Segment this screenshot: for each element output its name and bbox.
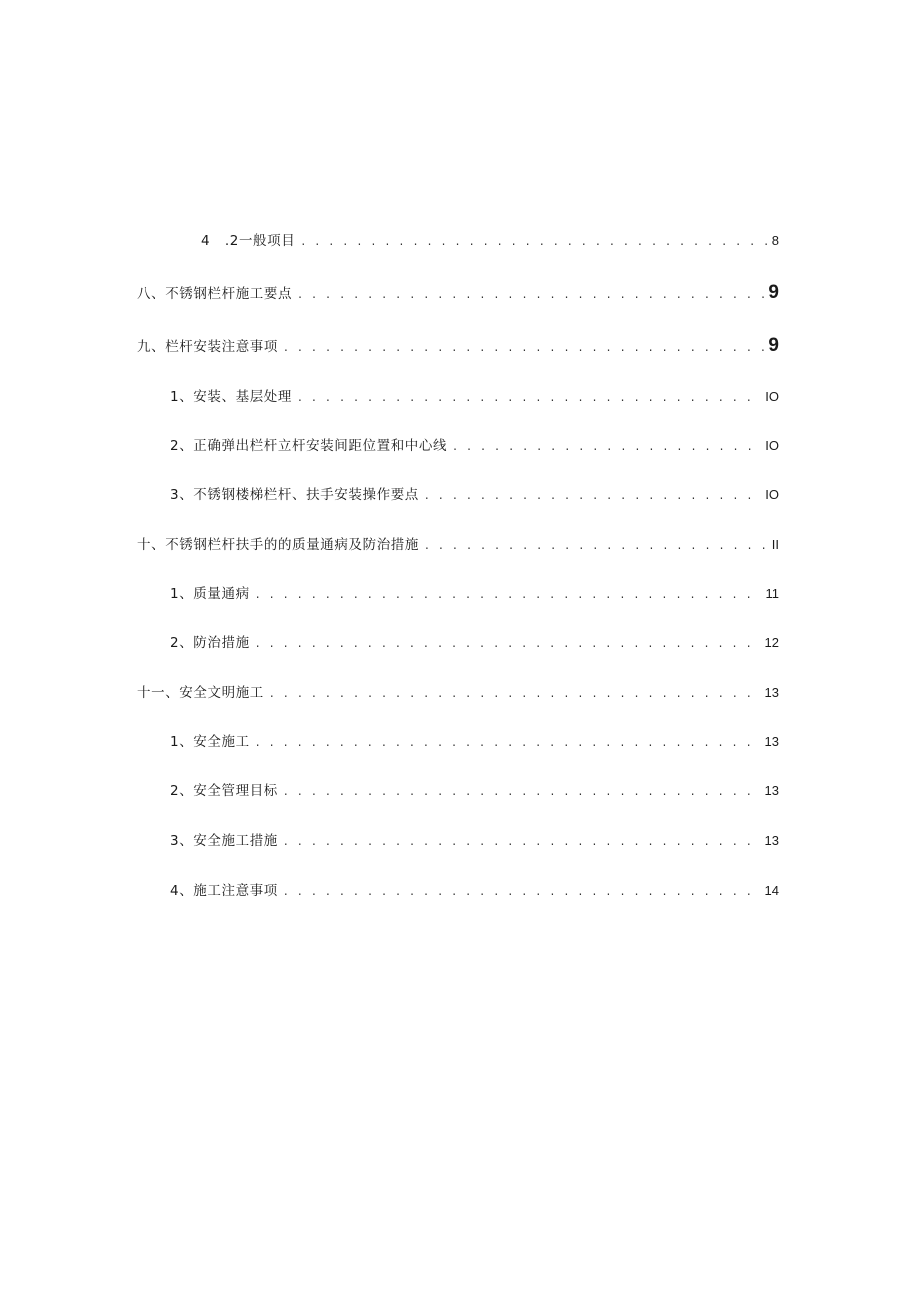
toc-entry-title: 2、正确弹出栏杆立杆安装间距位置和中心线 <box>170 438 448 454</box>
toc-entry-title: 1、质量通病 <box>170 586 250 602</box>
toc-entry-9-2[interactable] <box>170 437 779 455</box>
toc-entry-10-2[interactable] <box>170 634 779 652</box>
toc-leader-dots <box>284 882 761 900</box>
toc-entry-title: 1、安装、基层处理 <box>170 389 292 405</box>
toc-page-number: IO <box>765 487 779 502</box>
toc-leader-dots <box>256 634 761 652</box>
toc-leader-dots <box>284 832 761 850</box>
toc-entry-11-3[interactable] <box>170 832 779 850</box>
toc-entry-section-8[interactable] <box>137 284 779 302</box>
toc-entry-4-2[interactable] <box>201 232 779 250</box>
toc-leader-dots <box>298 388 761 406</box>
toc-page-number: 9 <box>768 335 779 356</box>
toc-entry-title: 4、施工注意事项 <box>170 883 278 899</box>
toc-page-number: 14 <box>764 883 779 898</box>
toc-entry-title: 1、安全施工 <box>170 734 250 750</box>
toc-page-number: 13 <box>764 685 779 700</box>
toc-entry-title: 八、不锈钢栏杆施工要点 <box>137 286 293 302</box>
toc-leader-dots <box>284 338 764 356</box>
toc-leader-dots <box>270 684 761 702</box>
toc-entry-9-1[interactable] <box>170 388 779 406</box>
toc-entry-title: 3、安全施工措施 <box>170 833 278 849</box>
toc-page-number: 13 <box>764 783 779 798</box>
toc-entry-title: 2、安全管理目标 <box>170 783 278 799</box>
toc-entry-10-1[interactable] <box>170 585 779 603</box>
toc-leader-dots <box>301 232 767 250</box>
toc-entry-title: 2、防治措施 <box>170 635 250 651</box>
toc-page-number: IO <box>765 389 779 404</box>
toc-entry-title: 九、栏杆安装注意事项 <box>137 339 278 355</box>
toc-entry-11-2[interactable] <box>170 782 779 800</box>
toc-entry-title: 3、不锈钢楼梯栏杆、扶手安装操作要点 <box>170 487 419 503</box>
toc-entry-title: 十一、安全文明施工 <box>137 685 264 701</box>
toc-page-number: II <box>771 537 779 552</box>
toc-leader-dots <box>453 437 761 455</box>
toc-entry-section-11[interactable] <box>137 684 779 702</box>
toc-entry-11-4[interactable] <box>170 882 779 900</box>
toc-leader-dots <box>256 585 762 603</box>
toc-leader-dots <box>256 733 761 751</box>
toc-leader-dots <box>425 536 768 554</box>
toc-entry-11-1[interactable] <box>170 733 779 751</box>
toc-page-number: 12 <box>764 635 779 650</box>
toc-page-number: 13 <box>764 734 779 749</box>
toc-leader-dots <box>298 285 764 303</box>
toc-page-number: 8 <box>771 233 779 248</box>
toc-entry-section-9[interactable] <box>137 337 779 355</box>
toc-page-number: 9 <box>768 282 779 303</box>
toc-entry-section-10[interactable] <box>137 536 779 554</box>
toc-page-number: 11 <box>765 586 779 601</box>
toc-leader-dots <box>425 486 761 504</box>
toc-entry-title: 十、不锈钢栏杆扶手的的质量通病及防治措施 <box>137 537 419 553</box>
toc-page-number: IO <box>765 438 779 453</box>
toc-leader-dots <box>284 782 761 800</box>
toc-entry-title: 4 .2一般项目 <box>201 233 296 249</box>
toc-page-number: 13 <box>764 833 779 848</box>
toc-entry-9-3[interactable] <box>170 486 779 504</box>
